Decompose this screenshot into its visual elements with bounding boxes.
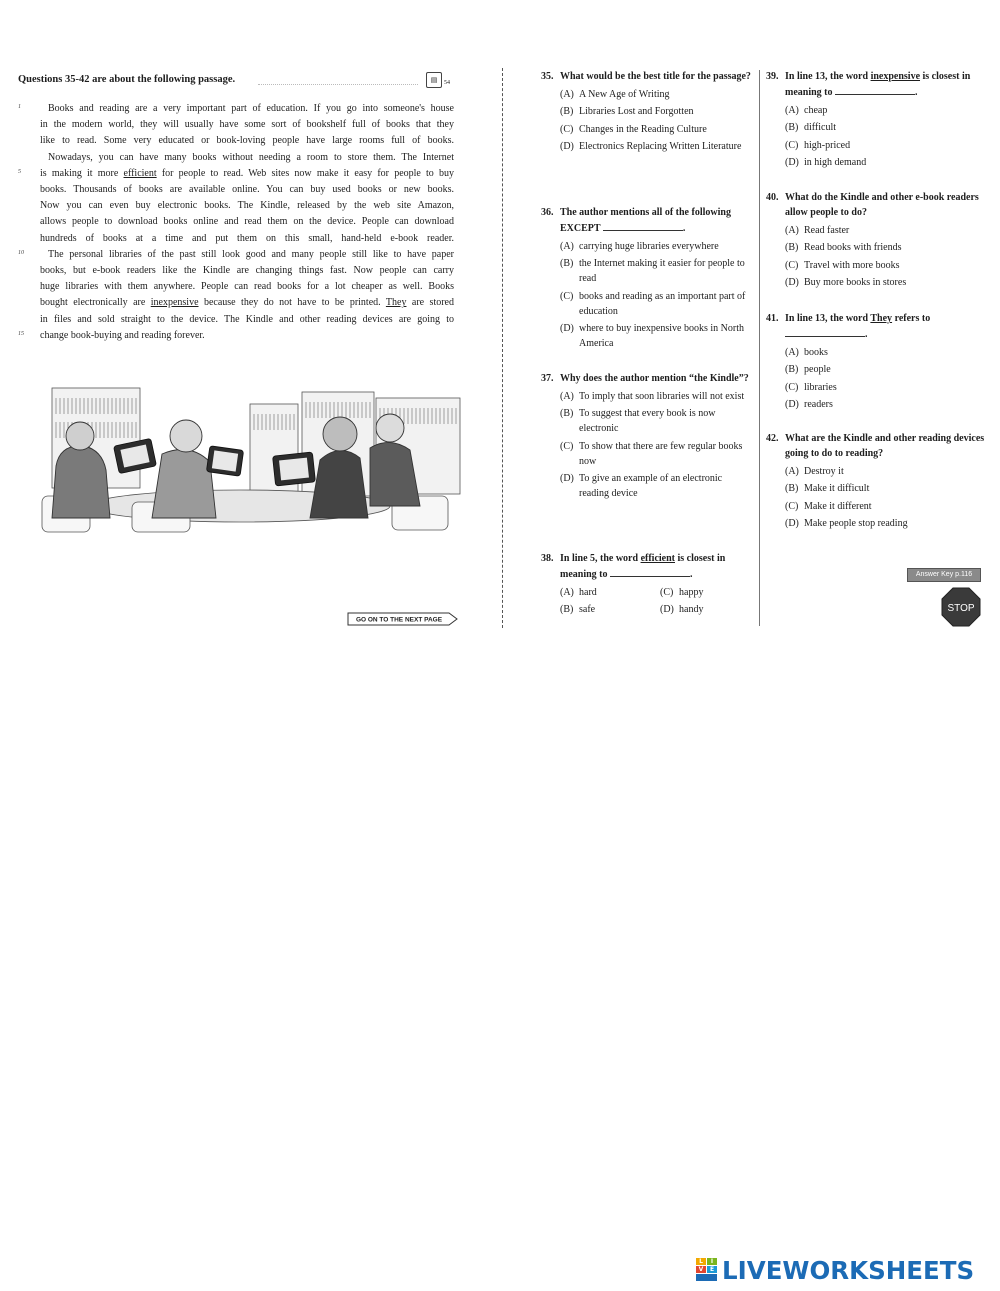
line-segment: bought electronically are [40,297,151,309]
stem-suffix: is closest in meaning to [785,71,971,98]
stop-label: STOP [947,603,975,614]
answer-options-grid [560,585,753,618]
option-letter: (B) [560,106,574,118]
question-stem: Why does the author mention “the Kindle”? [560,373,749,384]
answer-options [541,389,753,502]
stem-suffix: is closest in meaning to [560,553,726,580]
option-letter: (B) [560,604,574,616]
option-d[interactable] [560,139,753,154]
option-text: To give an example of an electronic reading device [579,473,723,500]
question-number: 42. [766,433,779,444]
passage-line: books. Thousands of books are available online. You can buy used books or new books. [40,184,454,195]
passage-line: books, but e-book readers like the Kindle are changing things fast. Now people can carry [40,265,454,276]
page-divider [502,68,503,628]
answer-options [766,464,986,532]
option-c[interactable] [660,585,760,600]
option-text: A New Age of Writing [579,88,670,100]
option-letter: (B) [785,483,799,495]
passage-line: in the modern world, they will usually have some sort of bookshelf full of books that they [40,119,454,131]
passage-page-number: 54 [444,80,450,86]
question-number: 37. [541,373,554,384]
line-segment: are stored [406,297,454,309]
option-letter: (A) [785,346,799,358]
line-segment: because they do not have to be printed. [198,297,386,309]
option-text: people [804,364,831,376]
answer-blank[interactable] [610,566,690,577]
option-b[interactable] [785,120,986,135]
underlined-word: They [385,297,407,309]
passage-line: allows people to download books online and read them on the device. People can download [40,216,454,228]
question-42 [766,431,986,531]
logo-letter-l: L [696,1258,706,1265]
option-letter: (C) [660,586,674,598]
underlined-word: efficient [123,167,157,179]
answer-key-badge[interactable]: Answer Key p.116 [907,568,981,582]
option-text: Make it difficult [804,483,870,495]
option-letter: (C) [560,123,574,135]
passage-line: hundreds of books at a time and put them on this small, hand-held e-book reader. [40,232,454,244]
option-c[interactable] [560,439,753,469]
option-d[interactable] [785,275,986,290]
question-number: 39. [766,71,779,82]
option-letter: (D) [785,518,799,530]
option-text: To suggest that every book is now electronic [579,408,716,435]
line-segment: is making it more [40,167,124,179]
line-number: 10 [18,249,24,256]
option-b[interactable] [785,362,986,377]
question-37 [541,371,753,501]
option-c[interactable] [785,258,986,273]
option-text: where to buy inexpensive books in North America [579,323,744,350]
line-number: 15 [18,330,24,337]
answer-blank[interactable] [835,84,915,95]
option-c[interactable] [560,122,753,137]
option-letter: (B) [785,364,799,376]
option-b[interactable] [785,481,986,496]
option-text: difficult [804,122,837,134]
stem-prefix: In line 5, the word [560,553,639,564]
line-number: 5 [18,168,21,175]
option-text: Buy more books in stores [804,277,907,289]
question-38 [541,551,753,617]
stem-target-word: efficient [640,553,675,564]
question-stem: In line 5, the word efficient is closest in meaning to . [560,553,726,580]
option-letter: (A) [560,88,574,100]
question-number: 36. [541,207,554,218]
answer-options [541,239,753,352]
answer-options [541,87,753,155]
option-a[interactable] [560,239,753,254]
header-dotted-rule [258,84,418,85]
line-number: 1 [18,104,21,110]
stem-prefix: In line 13, the word [785,71,869,82]
passage-line: huge libraries with them anywhere. People can read books for a lot cheaper as well. Books [40,281,454,293]
option-text: Make it different [804,500,872,512]
option-letter: (D) [785,157,799,169]
option-text: hard [579,586,597,598]
option-text: Changes in the Reading Culture [579,123,707,135]
passage-line: like to read. Some very educated or book-loving people have large rooms full of books. [40,135,454,147]
answer-options [766,223,986,291]
option-letter: (C) [785,139,799,151]
option-letter: (B) [560,258,574,270]
option-text: happy [679,586,704,598]
stem-prefix: In line 13, the word [785,313,869,324]
option-text: To imply that soon libraries will not exist [579,390,745,402]
option-a[interactable] [785,464,986,479]
option-letter: (D) [560,323,574,335]
go-on-label: GO ON TO THE NEXT PAGE [355,616,443,624]
option-text: Travel with more books [804,259,900,271]
option-d[interactable] [560,471,753,501]
question-41 [766,311,986,412]
option-b[interactable] [785,240,986,255]
reading-icon: ▤ [426,72,442,88]
option-letter: (B) [560,408,574,420]
option-text: high-priced [804,139,851,151]
question-35 [541,69,753,154]
option-a[interactable] [560,585,660,600]
option-text: in high demand [804,157,867,169]
option-text: readers [804,399,833,411]
option-b[interactable] [560,602,660,617]
option-text: handy [679,604,704,616]
option-text: To show that there are few regular books now [579,440,743,467]
option-a[interactable] [560,87,753,102]
option-letter: (A) [785,104,799,116]
passage-line: in files and sold straight to the device. The Kindle and other reading devices are going to [40,313,454,325]
option-a[interactable] [785,103,986,118]
option-letter: (D) [560,473,574,485]
question-36 [541,205,753,351]
option-letter: (C) [785,500,799,512]
option-d[interactable] [785,155,986,170]
passage-line: The personal libraries of the past still look good and many people still like to have paper [48,248,454,260]
option-letter: (A) [785,224,799,236]
answer-blank[interactable] [785,326,865,337]
stop-sign-icon [941,587,981,627]
option-letter: (C) [785,259,799,271]
option-c[interactable] [560,289,753,319]
question-39 [766,69,986,170]
option-d[interactable] [660,602,760,617]
option-letter: (B) [785,242,799,254]
option-letter: (D) [560,141,574,153]
option-letter: (A) [560,240,574,252]
option-c[interactable] [785,138,986,153]
option-letter: (D) [785,399,799,411]
question-stem: In line 13, the word They refers to . [785,313,931,340]
option-letter: (C) [560,440,574,452]
passage-line: Books and reading are a very important part of education. If you go into someone's house [48,103,454,114]
question-number: 38. [541,553,554,564]
option-text: the Internet making it easier for people to read [579,258,745,285]
option-text: cheap [804,104,828,116]
option-d[interactable] [785,397,986,412]
passage-line: Nowadays, you can have many books without needing a room to store them. The Internet [48,151,454,163]
option-letter: (A) [785,465,799,477]
option-d[interactable] [785,516,986,531]
passage-line [40,295,454,311]
column-divider [759,70,760,626]
option-text: books [804,346,828,358]
option-text: libraries [804,381,837,393]
line-segment: for people to read. Web sites now make it easy for people to buy [156,167,454,179]
option-a[interactable] [785,223,986,238]
option-b[interactable] [560,104,753,119]
option-text: Make people stop reading [804,518,908,530]
liveworksheets-logo[interactable] [696,1256,996,1286]
stem-target-word: inexpensive [870,71,921,82]
option-letter: (A) [560,390,574,402]
stem-suffix: refers to [894,313,931,324]
option-text: safe [579,604,596,616]
passage-line: change book-buying and reading forever. [40,329,205,341]
logo-bar [696,1274,717,1281]
question-stem: In line 13, the word inexpensive is closest in meaning to . [785,71,971,98]
question-stem: What do the Kindle and other e-book readers allow people to do? [785,192,979,218]
passage-line: Now you can even buy electronic books. The Kindle, released by the web site Amazon, [40,200,454,212]
option-b[interactable] [560,256,753,286]
option-letter: (D) [785,277,799,289]
stem-text: The author mentions all of the following EXCEPT [560,207,731,234]
option-letter: (C) [785,381,799,393]
option-a[interactable] [785,345,986,360]
option-letter: (B) [785,122,799,134]
option-text: books and reading as an important part of education [579,290,746,317]
question-number: 41. [766,313,779,324]
option-text: carrying huge libraries everywhere [579,240,719,252]
option-text: Libraries Lost and Forgotten [579,106,694,118]
logo-letter-e: E [707,1266,717,1273]
option-letter: (D) [660,604,674,616]
question-stem: The author mentions all of the following EXCEPT . [560,207,731,234]
question-stem: What are the Kindle and other reading devices going to do to reading? [785,433,985,459]
passage-line [40,166,454,182]
option-c[interactable] [785,499,986,514]
option-d[interactable] [560,321,753,351]
answer-options [766,103,986,171]
logo-text: LIVEWORKSHEETS [722,1256,975,1285]
option-text: Destroy it [804,465,844,477]
logo-letter-v: V [696,1266,706,1273]
option-text: Electronics Replacing Written Literature [579,141,742,153]
option-b[interactable] [560,406,753,436]
logo-letter-i: I [707,1258,717,1265]
logo-mark [696,1258,718,1282]
option-letter: (A) [560,586,574,598]
question-stem: What would be the best title for the passage? [560,71,751,82]
question-40 [766,190,986,290]
question-number: 40. [766,192,779,203]
option-c[interactable] [785,380,986,395]
stem-target-word: They [870,313,893,324]
option-a[interactable] [560,389,753,404]
option-text: Read books with friends [804,242,902,254]
answer-blank[interactable] [603,220,683,231]
option-letter: (C) [560,290,574,302]
passage-header: Questions 35-42 are about the following passage. [18,74,236,85]
question-number: 35. [541,71,554,82]
go-on-next-page-button[interactable] [347,612,459,626]
option-text: Read faster [804,224,850,236]
library-illustration [40,378,464,536]
underlined-word: inexpensive [150,297,199,309]
answer-options [766,345,986,413]
